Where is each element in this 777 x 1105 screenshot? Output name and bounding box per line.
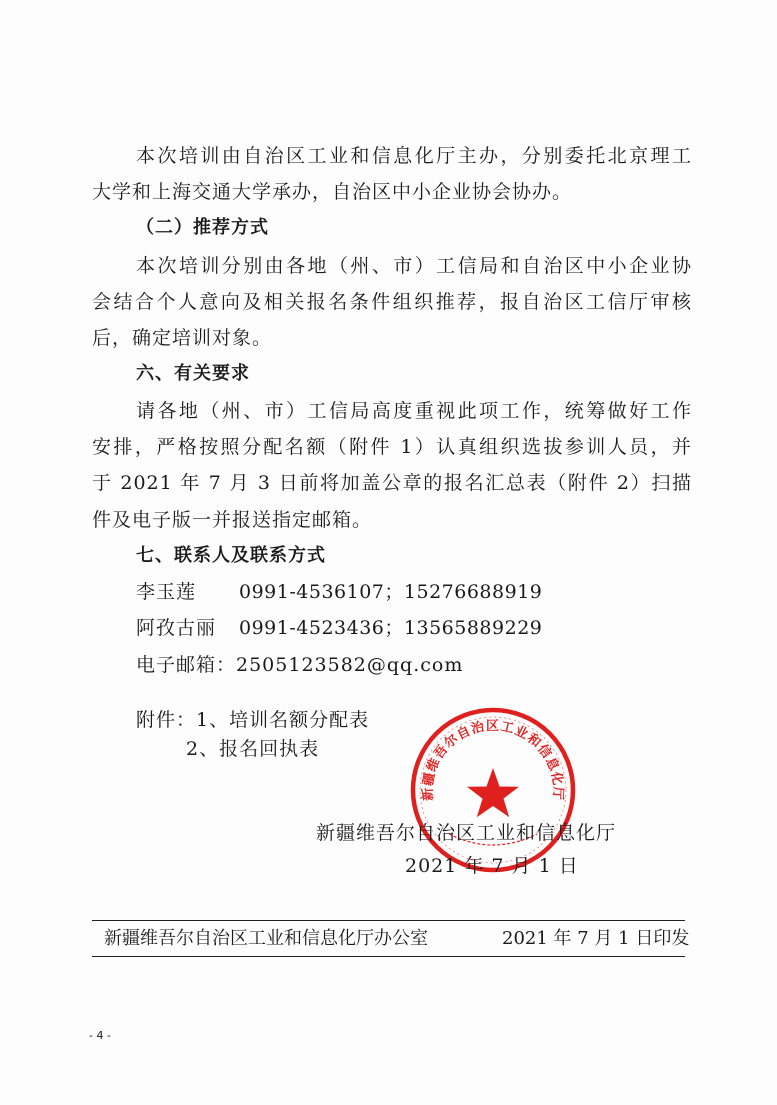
- signature-org: 新疆维吾尔自治区工业和信息化厅: [316, 822, 617, 844]
- paragraph-line: 件及电子版一并报送指定邮箱。: [92, 509, 373, 531]
- paragraph-line: 后，确定培训对象。: [92, 327, 273, 349]
- paragraph-line: 请各地（州、市）工信局高度重视此项工作，统筹做好工作: [136, 400, 692, 422]
- section-heading: 六、有关要求: [136, 363, 250, 384]
- contact-name: 李玉莲: [136, 581, 197, 603]
- official-seal: [409, 706, 577, 874]
- contact-email: 电子邮箱：2505123582@qq.com: [136, 654, 464, 676]
- paragraph-line: 本次培训分别由各地（州、市）工信局和自治区中小企业协: [136, 255, 692, 277]
- contact-phone: 0991-4523436；13565889229: [239, 617, 543, 639]
- footer-date: 2021 年 7 月 1 日印发: [502, 928, 690, 949]
- paragraph-line: 大学和上海交通大学承办，自治区中小企业协会协办。: [92, 181, 573, 203]
- paragraph-line: 于 2021 年 7 月 3 日前将加盖公章的报名汇总表（附件 2）扫描: [92, 472, 692, 494]
- signature-date: 2021 年 7 月 1 日: [405, 855, 579, 877]
- contact-phone: 0991-4536107；15276688919: [239, 581, 543, 603]
- section-heading: 七、联系人及联系方式: [136, 545, 326, 566]
- attachment-line: 2、报名回执表: [186, 738, 320, 760]
- seal-star-icon: [467, 768, 519, 817]
- page-number: - 4 -: [89, 1029, 111, 1042]
- footer-issuer: 新疆维吾尔自治区工业和信息化厅办公室: [104, 928, 428, 949]
- paragraph-line: 安排，严格按照分配名额（附件 1）认真组织选拔参训人员，并: [92, 436, 692, 458]
- attachment-line: 附件：1、培训名额分配表: [136, 709, 370, 731]
- seal-text: 新疆维吾尔自治区工业和信息化厅: [420, 718, 566, 802]
- contact-name: 阿孜古丽: [136, 617, 217, 639]
- footer-bottom-rule: [92, 956, 685, 957]
- paragraph-line: 会结合个人意向及相关报名条件组织推荐，报自治区工信厅审核: [92, 291, 692, 313]
- section-heading: （二）推荐方式: [136, 217, 269, 238]
- footer-top-rule: [92, 920, 685, 921]
- paragraph-line: 本次培训由自治区工业和信息化厅主办，分别委托北京理工: [136, 145, 692, 167]
